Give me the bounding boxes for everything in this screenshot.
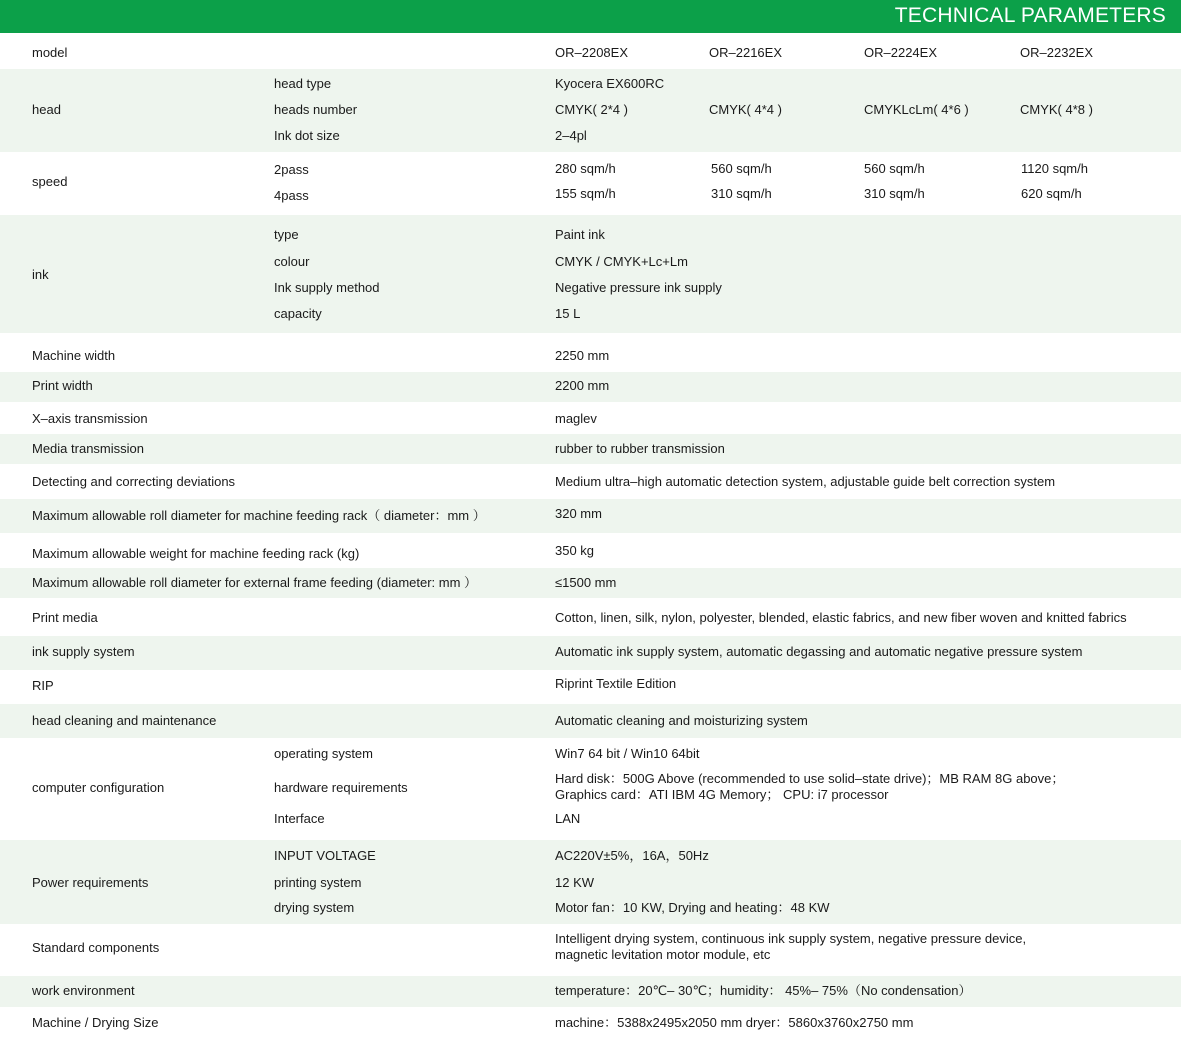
cleaning-value: Automatic cleaning and moisturizing system xyxy=(555,713,808,728)
speed-2pass-value: 1120 sqm/h xyxy=(1021,161,1088,176)
weight-label: Maximum allowable weight for machine feeding rack (kg) xyxy=(32,546,360,561)
input-voltage-label: INPUT VOLTAGE xyxy=(274,848,376,863)
ink-colour-label: colour xyxy=(274,254,310,269)
ink-capacity-label: capacity xyxy=(274,306,322,321)
model-name: OR–2208EX xyxy=(555,45,628,60)
ink-dot-size-label: Ink dot size xyxy=(274,128,340,143)
speed-4pass-label: 4pass xyxy=(274,188,309,203)
head-type-value: Kyocera EX600RC xyxy=(555,76,665,91)
interface-label: Interface xyxy=(274,811,325,826)
printing-system-value: 12 KW xyxy=(555,875,595,890)
model-label: model xyxy=(32,45,68,60)
speed-2pass-value: 280 sqm/h xyxy=(555,161,616,176)
head-label: head xyxy=(32,102,61,117)
ink-supply-method-label: Ink supply method xyxy=(274,280,380,295)
work-environment-label: work environment xyxy=(32,983,135,998)
weight-value: 350 kg xyxy=(555,543,595,558)
x-axis-label: X–axis transmission xyxy=(32,411,148,426)
interface-value: LAN xyxy=(555,811,581,826)
heads-number-value: CMYK( 4*4 ) xyxy=(709,102,782,117)
drying-system-label: drying system xyxy=(274,900,355,915)
hardware-label: hardware requirements xyxy=(274,780,408,795)
ink-supply-system-value: Automatic ink supply system, automatic degassing and automatic negative pressure system xyxy=(555,644,1083,659)
printing-system-label: printing system xyxy=(274,875,362,890)
hardware-value-line1: Hard disk：500G Above (recommended to use solid–state drive)；MB RAM 8G above； xyxy=(555,771,1065,786)
ink-capacity-value: 15 L xyxy=(555,306,581,321)
speed-4pass-value: 310 sqm/h xyxy=(864,186,925,201)
standard-components-label: Standard components xyxy=(32,940,160,955)
os-value: Win7 64 bit / Win10 64bit xyxy=(555,746,700,761)
deviations-value: Medium ultra–high automatic detection system, adjustable guide belt correction system xyxy=(555,474,1056,489)
speed-label: speed xyxy=(32,174,68,189)
external-diameter-label: Maximum allowable roll diameter for external frame feeding (diameter: mm ） xyxy=(32,575,478,590)
model-name: OR–2232EX xyxy=(1020,45,1093,60)
ink-type-value: Paint ink xyxy=(555,227,605,242)
machine-width-value: 2250 mm xyxy=(555,348,610,363)
print-media-label: Print media xyxy=(32,610,98,625)
power-label: Power requirements xyxy=(32,875,149,890)
work-environment-value: temperature：20℃– 30℃；humidity： 45%– 75%（No condensation） xyxy=(555,983,972,998)
media-transmission-value: rubber to rubber transmission xyxy=(555,441,725,456)
external-diameter-value: ≤1500 mm xyxy=(555,575,617,590)
standard-components-line1: Intelligent drying system, continuous ink supply system, negative pressure device, xyxy=(555,931,1027,946)
ink-label: ink xyxy=(32,267,49,282)
cleaning-label: head cleaning and maintenance xyxy=(32,713,217,728)
roll-diameter-label: Maximum allowable roll diameter for machine feeding rack（ diameter：mm ） xyxy=(32,508,486,523)
model-name: OR–2224EX xyxy=(864,45,937,60)
heads-number-value: CMYK( 4*8 ) xyxy=(1020,102,1093,117)
os-label: operating system xyxy=(274,746,373,761)
ink-type-label: type xyxy=(274,227,299,242)
input-voltage-value: AC220V±5%，16A，50Hz xyxy=(555,848,709,863)
ink-colour-value: CMYK / CMYK+Lc+Lm xyxy=(555,254,688,269)
print-width-value: 2200 mm xyxy=(555,378,610,393)
head-type-label: head type xyxy=(274,76,332,91)
machine-size-value: machine：5388x2495x2050 mm dryer：5860x3760x2750 mm xyxy=(555,1015,914,1030)
machine-size-label: Machine / Drying Size xyxy=(32,1015,159,1030)
rip-value: Riprint Textile Edition xyxy=(555,676,677,691)
heads-number-value: CMYK( 2*4 ) xyxy=(555,102,628,117)
standard-components-line2: magnetic levitation motor module, etc xyxy=(555,947,771,962)
speed-4pass-value: 620 sqm/h xyxy=(1021,186,1082,201)
roll-diameter-value: 320 mm xyxy=(555,506,602,521)
ink-supply-system-label: ink supply system xyxy=(32,644,135,659)
print-width-label: Print width xyxy=(32,378,93,393)
print-media-value: Cotton, linen, silk, nylon, polyester, blended, elastic fabrics, and new fiber woven and knitted fabrics xyxy=(555,610,1127,625)
ink-supply-method-value: Negative pressure ink supply xyxy=(555,280,722,295)
speed-4pass-value: 310 sqm/h xyxy=(711,186,772,201)
hardware-value-line2: Graphics card：ATI IBM 4G Memory； CPU: i7 processor xyxy=(555,787,889,802)
model-name: OR–2216EX xyxy=(709,45,782,60)
media-transmission-label: Media transmission xyxy=(32,441,144,456)
deviations-label: Detecting and correcting deviations xyxy=(32,474,236,489)
speed-2pass-value: 560 sqm/h xyxy=(711,161,772,176)
drying-system-value: Motor fan：10 KW, Drying and heating：48 KW xyxy=(555,900,830,915)
page-title: TECHNICAL PARAMETERS xyxy=(894,4,1166,27)
rip-label: RIP xyxy=(32,678,54,693)
speed-4pass-value: 155 sqm/h xyxy=(555,186,616,201)
heads-number-value: CMYKLcLm( 4*6 ) xyxy=(864,102,969,117)
x-axis-value: maglev xyxy=(555,411,597,426)
computer-config-label: computer configuration xyxy=(32,780,165,795)
ink-dot-size-value: 2–4pl xyxy=(555,128,587,143)
heads-number-label: heads number xyxy=(274,102,358,117)
header-bar xyxy=(0,0,1181,33)
speed-2pass-label: 2pass xyxy=(274,162,309,177)
machine-width-label: Machine width xyxy=(32,348,116,363)
speed-2pass-value: 560 sqm/h xyxy=(864,161,925,176)
